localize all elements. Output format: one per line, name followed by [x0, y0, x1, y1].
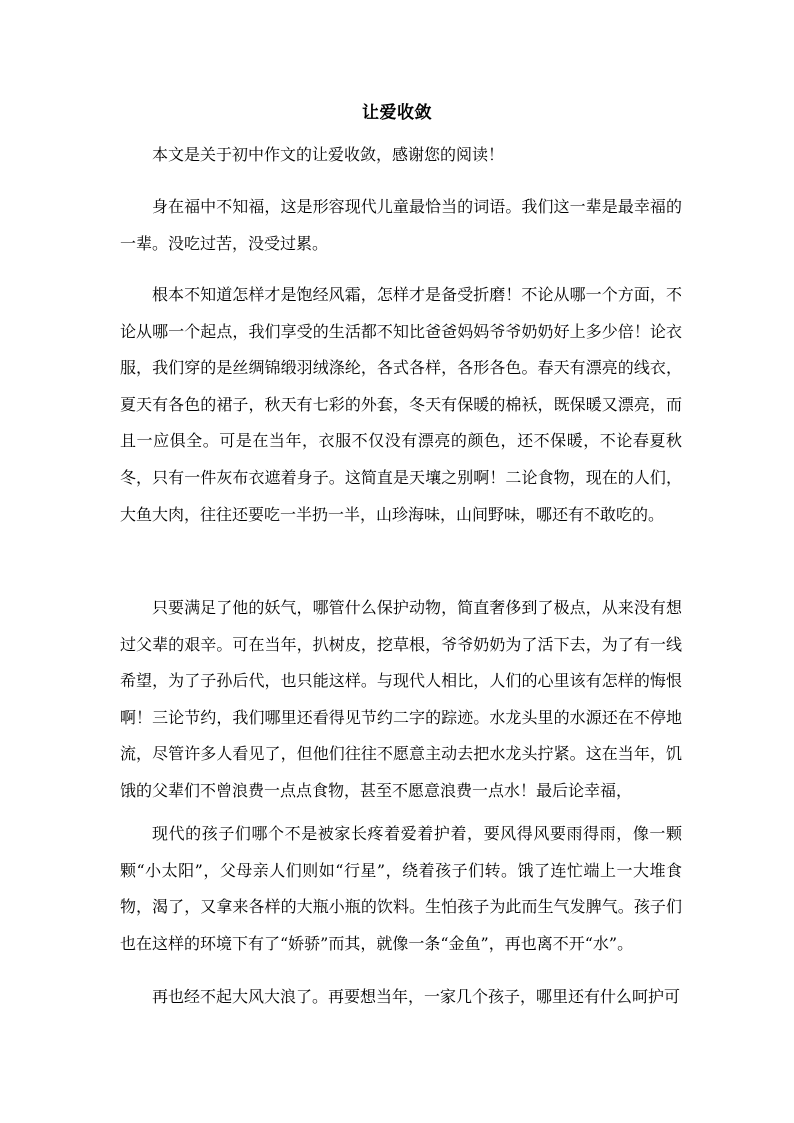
body-paragraph-4: 现代的孩子们哪个不是被家长疼着爱着护着，要风得风要雨得雨，像一颗颗“小太阳”，父母亲人们则如“行星”，绕着孩子们转。饿了连忙端上一大堆食物，渴了，又拿来各样的大瓶小瓶的饮料。生怕孩子为此而生气发脾气。孩子们也在这样的环境下有了“娇骄”而其，就像一条“金鱼”，再也离不开“水”。: [120, 824, 682, 953]
body-paragraph-5: 再也经不起大风大浪了。再要想当年，一家几个孩子，哪里还有什么呵护可: [152, 987, 681, 1006]
document-title: 让爱收敛: [362, 103, 432, 123]
intro-paragraph: 本文是关于初中作文的让爱收敛，感谢您的阅读！: [152, 145, 505, 164]
body-paragraph-3: 只要满足了他的妖气，哪管什么保护动物，简直奢侈到了极点，从来没有想过父辈的艰辛。可在当年，扒树皮，挖草根，爷爷奶奶为了活下去，为了有一线希望，为了子孙后代，也只能这样。与现代人相比，人们的心里该有怎样的悔恨啊！三论节约，我们哪里还看得见节约二字的踪迹。水龙头里的水源还在不停地流，尽管许多人看见了，但他们往往不愿意主动去把水龙头拧紧。这在当年，饥饿的父辈们不曾浪费一点点食物，甚至不愿意浪费一点水！最后论幸福，: [120, 598, 682, 800]
body-paragraph-1: 身在福中不知福，这是形容现代儿童最恰当的词语。我们这一辈是最幸福的一辈。没吃过苦，没受过累。: [120, 197, 682, 253]
body-paragraph-2: 根本不知道怎样才是饱经风霜，怎样才是备受折磨！不论从哪一个方面，不论从哪一个起点，我们享受的生活都不知比爸爸妈妈爷爷奶奶好上多少倍！论衣服，我们穿的是丝绸锦缎羽绒涤纶，各式各样，各形各色。春天有漂亮的线衣，夏天有各色的裙子，秋天有七彩的外套，冬天有保暖的棉袄，既保暖又漂亮，而且一应俱全。可是在当年，衣服不仅没有漂亮的颜色，还不保暖，不论春夏秋冬，只有一件灰布衣遮着身子。这简直是天壤之别啊！二论食物，现在的人们，大鱼大肉，往往还要吃一半扔一半，山珍海味，山间野味，哪还有不敢吃的。: [120, 285, 682, 524]
